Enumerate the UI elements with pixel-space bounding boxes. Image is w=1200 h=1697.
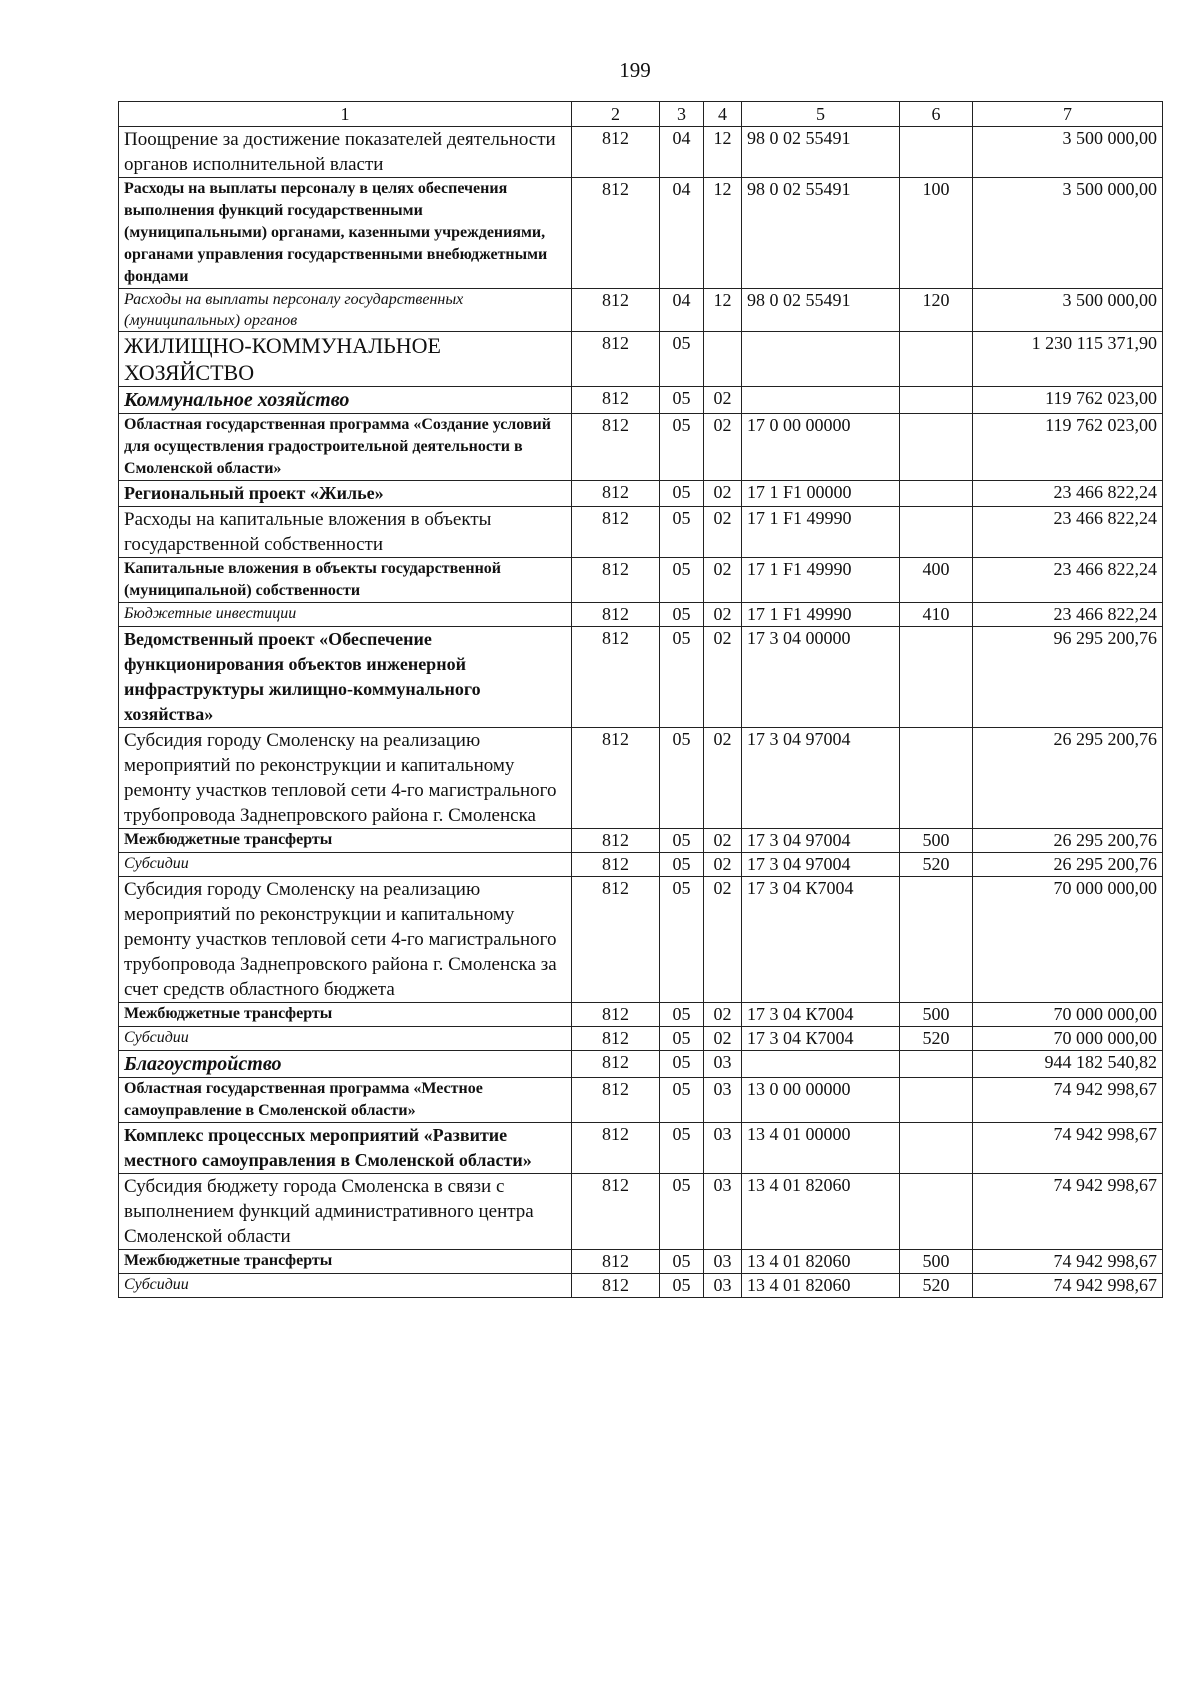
target-article-cell: 17 1 F1 49990 xyxy=(742,603,900,627)
expense-type-cell: 100 xyxy=(900,178,973,289)
subsection-code-cell: 02 xyxy=(704,627,742,728)
amount-cell: 70 000 000,00 xyxy=(973,877,1163,1003)
expense-type-cell xyxy=(900,1051,973,1078)
ministry-code-cell: 812 xyxy=(572,728,660,829)
column-header: 5 xyxy=(742,102,900,127)
amount-cell: 3 500 000,00 xyxy=(973,127,1163,178)
subsection-code-cell xyxy=(704,332,742,387)
table-row xyxy=(119,728,1163,829)
amount-cell: 23 466 822,24 xyxy=(973,558,1163,603)
section-code-cell: 04 xyxy=(660,289,704,332)
expense-type-cell xyxy=(900,507,973,558)
expense-name-cell: Субсидии xyxy=(119,1027,572,1051)
table-row xyxy=(119,178,1163,289)
subsection-code-cell: 02 xyxy=(704,387,742,414)
ministry-code-cell: 812 xyxy=(572,558,660,603)
expense-name-cell: Капитальные вложения в объекты государственной (муниципальной) собственности xyxy=(119,558,572,603)
expense-type-cell xyxy=(900,1078,973,1123)
ministry-code-cell: 812 xyxy=(572,332,660,387)
table-row xyxy=(119,1078,1163,1123)
expense-name-cell: Поощрение за достижение показателей деятельности органов исполнительной власти xyxy=(119,127,572,178)
ministry-code-cell: 812 xyxy=(572,1250,660,1274)
expense-type-cell: 520 xyxy=(900,1274,973,1298)
target-article-cell: 17 3 04 К7004 xyxy=(742,1027,900,1051)
target-article-cell: 17 3 04 К7004 xyxy=(742,1003,900,1027)
expense-name-cell: Бюджетные инвестиции xyxy=(119,603,572,627)
ministry-code-cell: 812 xyxy=(572,1051,660,1078)
target-article-cell: 17 3 04 00000 xyxy=(742,627,900,728)
expense-type-cell xyxy=(900,332,973,387)
section-code-cell: 05 xyxy=(660,1250,704,1274)
target-article-cell: 13 4 01 82060 xyxy=(742,1274,900,1298)
amount-cell: 74 942 998,67 xyxy=(973,1174,1163,1250)
table-row xyxy=(119,1051,1163,1078)
table-row xyxy=(119,1003,1163,1027)
section-code-cell: 05 xyxy=(660,558,704,603)
section-code-cell: 05 xyxy=(660,1027,704,1051)
expense-type-cell xyxy=(900,1174,973,1250)
table-row xyxy=(119,1174,1163,1250)
target-article-cell: 98 0 02 55491 xyxy=(742,178,900,289)
expense-name-cell: Субсидия бюджету города Смоленска в связи с выполнением функций административного центра Смоленской области xyxy=(119,1174,572,1250)
target-article-cell: 13 4 01 82060 xyxy=(742,1250,900,1274)
target-article-cell: 13 4 01 82060 xyxy=(742,1174,900,1250)
table-row xyxy=(119,877,1163,1003)
expense-type-cell xyxy=(900,728,973,829)
section-code-cell: 05 xyxy=(660,603,704,627)
section-code-cell: 05 xyxy=(660,1078,704,1123)
target-article-cell: 17 0 00 00000 xyxy=(742,414,900,481)
section-code-cell: 05 xyxy=(660,627,704,728)
subsection-code-cell: 12 xyxy=(704,178,742,289)
target-article-cell xyxy=(742,1051,900,1078)
ministry-code-cell: 812 xyxy=(572,178,660,289)
amount-cell: 74 942 998,67 xyxy=(973,1078,1163,1123)
expense-name-cell: Коммунальное хозяйство xyxy=(119,387,572,414)
table-row xyxy=(119,481,1163,507)
amount-cell: 70 000 000,00 xyxy=(973,1003,1163,1027)
amount-cell: 74 942 998,67 xyxy=(973,1123,1163,1174)
subsection-code-cell: 02 xyxy=(704,853,742,877)
subsection-code-cell: 02 xyxy=(704,414,742,481)
table-row xyxy=(119,603,1163,627)
subsection-code-cell: 02 xyxy=(704,558,742,603)
expense-name-cell: Расходы на капитальные вложения в объекты государственной собственности xyxy=(119,507,572,558)
subsection-code-cell: 02 xyxy=(704,481,742,507)
expense-name-cell: ЖИЛИЩНО-КОММУНАЛЬНОЕ ХОЗЯЙСТВО xyxy=(119,332,572,387)
subsection-code-cell: 02 xyxy=(704,507,742,558)
ministry-code-cell: 812 xyxy=(572,414,660,481)
amount-cell: 26 295 200,76 xyxy=(973,853,1163,877)
table-row xyxy=(119,829,1163,853)
ministry-code-cell: 812 xyxy=(572,387,660,414)
page-number: 199 xyxy=(619,58,651,82)
subsection-code-cell: 12 xyxy=(704,127,742,178)
section-code-cell: 05 xyxy=(660,414,704,481)
expense-name-cell: Субсидия городу Смоленску на реализацию мероприятий по реконструкции и капитальному ремонту участков тепловой сети 4-го магистрального трубопровода Заднепровского района г. Смоленска за счет средств областного бюджета xyxy=(119,877,572,1003)
subsection-code-cell: 03 xyxy=(704,1174,742,1250)
table-row xyxy=(119,1027,1163,1051)
amount-cell: 3 500 000,00 xyxy=(973,178,1163,289)
ministry-code-cell: 812 xyxy=(572,829,660,853)
expense-type-cell: 400 xyxy=(900,558,973,603)
expense-type-cell xyxy=(900,127,973,178)
ministry-code-cell: 812 xyxy=(572,481,660,507)
ministry-code-cell: 812 xyxy=(572,627,660,728)
ministry-code-cell: 812 xyxy=(572,127,660,178)
column-header: 6 xyxy=(900,102,973,127)
subsection-code-cell: 03 xyxy=(704,1123,742,1174)
target-article-cell: 98 0 02 55491 xyxy=(742,127,900,178)
section-code-cell: 05 xyxy=(660,481,704,507)
amount-cell: 944 182 540,82 xyxy=(973,1051,1163,1078)
amount-cell: 23 466 822,24 xyxy=(973,481,1163,507)
section-code-cell: 04 xyxy=(660,127,704,178)
section-code-cell: 05 xyxy=(660,1274,704,1298)
ministry-code-cell: 812 xyxy=(572,1274,660,1298)
ministry-code-cell: 812 xyxy=(572,603,660,627)
subsection-code-cell: 12 xyxy=(704,289,742,332)
amount-cell: 74 942 998,67 xyxy=(973,1274,1163,1298)
target-article-cell xyxy=(742,387,900,414)
amount-cell: 96 295 200,76 xyxy=(973,627,1163,728)
amount-cell: 119 762 023,00 xyxy=(973,387,1163,414)
table-row xyxy=(119,1274,1163,1298)
subsection-code-cell: 03 xyxy=(704,1250,742,1274)
expense-type-cell: 500 xyxy=(900,1003,973,1027)
section-code-cell: 05 xyxy=(660,1003,704,1027)
column-header: 7 xyxy=(973,102,1163,127)
table-row xyxy=(119,289,1163,332)
expense-type-cell xyxy=(900,1123,973,1174)
expense-name-cell: Субсидии xyxy=(119,853,572,877)
target-article-cell: 17 1 F1 00000 xyxy=(742,481,900,507)
amount-cell: 3 500 000,00 xyxy=(973,289,1163,332)
section-code-cell: 05 xyxy=(660,1174,704,1250)
expense-type-cell xyxy=(900,481,973,507)
target-article-cell: 17 3 04 К7004 xyxy=(742,877,900,1003)
column-header: 4 xyxy=(704,102,742,127)
expense-name-cell: Расходы на выплаты персоналу в целях обеспечения выполнения функций государственными (муниципальными) органами, казенными учреждениями, органами управления государственными внебюджетными фондами xyxy=(119,178,572,289)
amount-cell: 23 466 822,24 xyxy=(973,507,1163,558)
amount-cell: 119 762 023,00 xyxy=(973,414,1163,481)
expense-name-cell: Региональный проект «Жилье» xyxy=(119,481,572,507)
subsection-code-cell: 03 xyxy=(704,1078,742,1123)
expense-name-cell: Расходы на выплаты персоналу государственных (муниципальных) органов xyxy=(119,289,572,332)
expense-type-cell xyxy=(900,877,973,1003)
subsection-code-cell: 02 xyxy=(704,877,742,1003)
target-article-cell: 98 0 02 55491 xyxy=(742,289,900,332)
subsection-code-cell: 02 xyxy=(704,1027,742,1051)
table-row xyxy=(119,387,1163,414)
column-number-row xyxy=(119,102,1163,127)
table-row xyxy=(119,1123,1163,1174)
column-header: 2 xyxy=(572,102,660,127)
target-article-cell: 13 0 00 00000 xyxy=(742,1078,900,1123)
section-code-cell: 05 xyxy=(660,1123,704,1174)
expense-name-cell: Межбюджетные трансферты xyxy=(119,829,572,853)
expense-name-cell: Ведомственный проект «Обеспечение функционирования объектов инженерной инфраструктуры жилищно-коммунального хозяйства» xyxy=(119,627,572,728)
subsection-code-cell: 02 xyxy=(704,1003,742,1027)
table-row xyxy=(119,414,1163,481)
target-article-cell: 13 4 01 00000 xyxy=(742,1123,900,1174)
target-article-cell: 17 3 04 97004 xyxy=(742,853,900,877)
section-code-cell: 05 xyxy=(660,507,704,558)
amount-cell: 1 230 115 371,90 xyxy=(973,332,1163,387)
section-code-cell: 05 xyxy=(660,877,704,1003)
ministry-code-cell: 812 xyxy=(572,877,660,1003)
section-code-cell: 05 xyxy=(660,829,704,853)
ministry-code-cell: 812 xyxy=(572,853,660,877)
ministry-code-cell: 812 xyxy=(572,1027,660,1051)
section-code-cell: 05 xyxy=(660,387,704,414)
expense-name-cell: Межбюджетные трансферты xyxy=(119,1003,572,1027)
expense-name-cell: Субсидии xyxy=(119,1274,572,1298)
ministry-code-cell: 812 xyxy=(572,1078,660,1123)
target-article-cell: 17 1 F1 49990 xyxy=(742,507,900,558)
expense-name-cell: Благоустройство xyxy=(119,1051,572,1078)
target-article-cell: 17 3 04 97004 xyxy=(742,728,900,829)
expense-type-cell: 520 xyxy=(900,853,973,877)
expense-name-cell: Комплекс процессных мероприятий «Развитие местного самоуправления в Смоленской области» xyxy=(119,1123,572,1174)
subsection-code-cell: 02 xyxy=(704,728,742,829)
expense-name-cell: Межбюджетные трансферты xyxy=(119,1250,572,1274)
table-row xyxy=(119,558,1163,603)
expense-name-cell: Субсидия городу Смоленску на реализацию мероприятий по реконструкции и капитальному ремонту участков тепловой сети 4-го магистрального трубопровода Заднепровского района г. Смоленска xyxy=(119,728,572,829)
amount-cell: 70 000 000,00 xyxy=(973,1027,1163,1051)
expense-type-cell: 410 xyxy=(900,603,973,627)
amount-cell: 26 295 200,76 xyxy=(973,829,1163,853)
subsection-code-cell: 02 xyxy=(704,829,742,853)
expense-type-cell: 120 xyxy=(900,289,973,332)
section-code-cell: 05 xyxy=(660,1051,704,1078)
table-row xyxy=(119,332,1163,387)
column-header: 3 xyxy=(660,102,704,127)
table-row xyxy=(119,853,1163,877)
amount-cell: 26 295 200,76 xyxy=(973,728,1163,829)
table-row xyxy=(119,507,1163,558)
table-body xyxy=(119,102,1163,1298)
expense-type-cell xyxy=(900,627,973,728)
target-article-cell: 17 3 04 97004 xyxy=(742,829,900,853)
subsection-code-cell: 03 xyxy=(704,1051,742,1078)
table-row xyxy=(119,127,1163,178)
table-row xyxy=(119,627,1163,728)
subsection-code-cell: 02 xyxy=(704,603,742,627)
expense-type-cell: 500 xyxy=(900,1250,973,1274)
section-code-cell: 05 xyxy=(660,332,704,387)
expense-type-cell: 500 xyxy=(900,829,973,853)
expense-name-cell: Областная государственная программа «Создание условий для осуществления градостроительной деятельности в Смоленской области» xyxy=(119,414,572,481)
section-code-cell: 05 xyxy=(660,728,704,829)
table-row xyxy=(119,1250,1163,1274)
target-article-cell: 17 1 F1 49990 xyxy=(742,558,900,603)
expense-type-cell: 520 xyxy=(900,1027,973,1051)
ministry-code-cell: 812 xyxy=(572,289,660,332)
amount-cell: 74 942 998,67 xyxy=(973,1250,1163,1274)
section-code-cell: 04 xyxy=(660,178,704,289)
section-code-cell: 05 xyxy=(660,853,704,877)
ministry-code-cell: 812 xyxy=(572,1003,660,1027)
expense-name-cell: Областная государственная программа «Местное самоуправление в Смоленской области» xyxy=(119,1078,572,1123)
target-article-cell xyxy=(742,332,900,387)
budget-table xyxy=(118,101,1163,1298)
amount-cell: 23 466 822,24 xyxy=(973,603,1163,627)
subsection-code-cell: 03 xyxy=(704,1274,742,1298)
expense-type-cell xyxy=(900,387,973,414)
ministry-code-cell: 812 xyxy=(572,1174,660,1250)
ministry-code-cell: 812 xyxy=(572,507,660,558)
expense-type-cell xyxy=(900,414,973,481)
ministry-code-cell: 812 xyxy=(572,1123,660,1174)
column-header: 1 xyxy=(119,102,572,127)
